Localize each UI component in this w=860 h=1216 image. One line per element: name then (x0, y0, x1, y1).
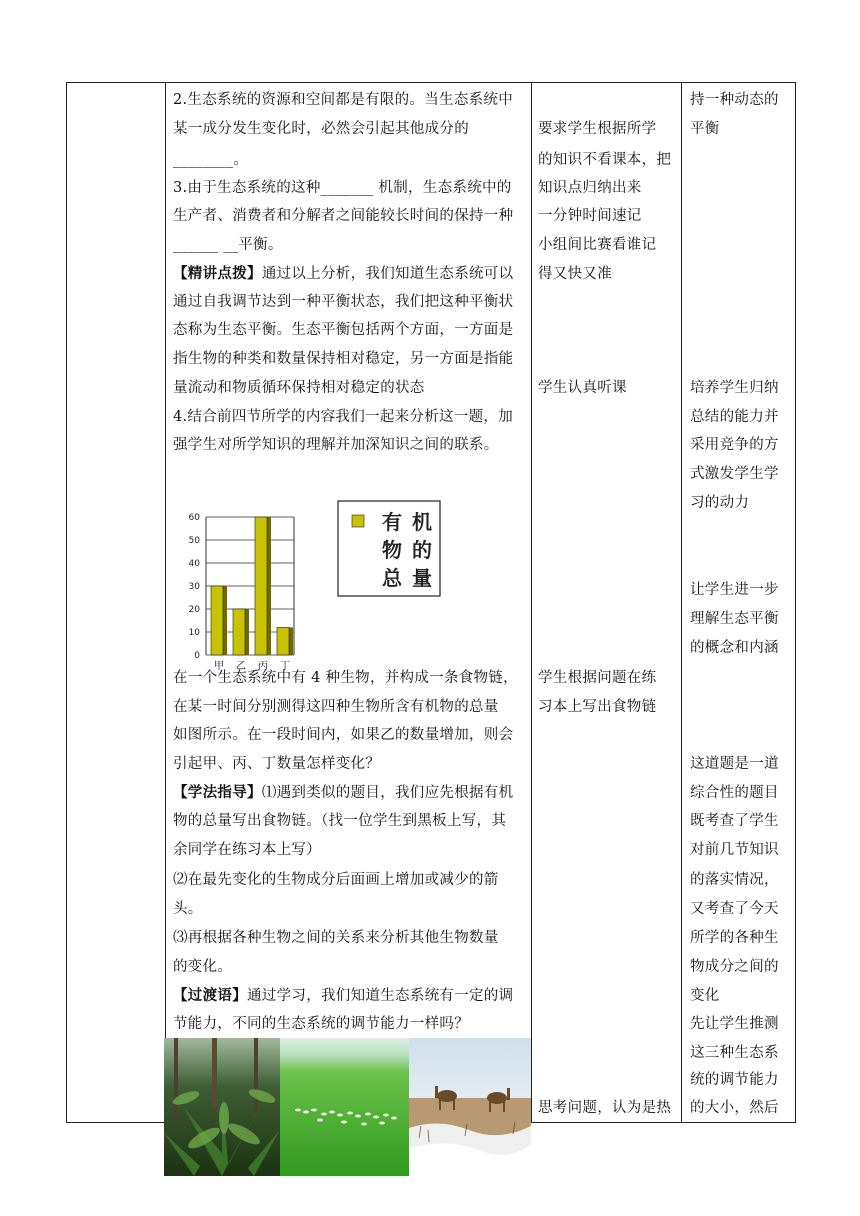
organic-matter-bar-chart (176, 495, 446, 675)
content-line (173, 984, 513, 1008)
y-tick-label: 30 (188, 582, 200, 592)
content-line: 生产者、消费者和分解者之间能较长时间的保持一种 (173, 208, 514, 224)
content-line (173, 781, 513, 805)
intent-line: 变化 (690, 988, 720, 1004)
activity-line: 知识点归纳出来 (538, 180, 642, 196)
intent-line: 持一种动态的 (690, 92, 779, 108)
intent-line: 的落实情况， (690, 872, 779, 888)
content-line: 3.由于生态系统的这种_______ 机制，生态系统中的 (173, 180, 512, 196)
content-line: ________。 (173, 152, 249, 168)
activity-line: 习本上写出食物链 (538, 699, 657, 715)
legend-label-char: 有 (382, 510, 402, 534)
activity-line: 要求学生根据所学 (538, 121, 657, 137)
legend-swatch (352, 515, 364, 527)
intent-line: 先让学生推测 (690, 1016, 779, 1032)
x-tick-label: 丁 (280, 661, 290, 672)
grassland-photo (280, 1038, 409, 1176)
content-line: 指生物的种类和数量保持相对稳定，另一方面是指能 (173, 351, 514, 367)
legend-label-char: 量 (412, 566, 432, 590)
forest-photo (164, 1038, 280, 1176)
bar (233, 609, 245, 655)
intent-line: 对前几节知识 (690, 842, 779, 858)
intent-line: 统的调节能力 (690, 1072, 779, 1088)
legend-label-char: 物 (382, 538, 402, 562)
content-line: 余同学在练习本上写） (173, 842, 321, 858)
intent-line: 所学的各种生 (690, 930, 779, 946)
intent-line: 总结的能力并 (690, 409, 779, 425)
col-divider-3 (681, 82, 682, 1123)
intent-line: 这道题是一道 (690, 756, 779, 772)
activity-line: 思考问题，认为是热 (538, 1100, 672, 1116)
content-line: 节能力，不同的生态系统的调节能力一样吗？ (173, 1016, 469, 1032)
activity-line: 学生认真听课 (538, 380, 627, 396)
x-tick-label: 丙 (258, 661, 268, 672)
intent-line: 的概念和内涵 (690, 640, 779, 656)
bar-shade (223, 586, 227, 655)
col-divider-1 (165, 82, 166, 1123)
content-line: 量流动和物质循环保持相对稳定的状态 (173, 380, 425, 396)
intent-line: 让学生进一步 (690, 582, 779, 598)
content-line: ⑵在最先变化的生物成分后面画上增加或减少的箭 (173, 872, 499, 888)
section-tag: 【过渡语】 (173, 987, 247, 1004)
table-right-border (795, 82, 796, 1123)
content-line: 4.结合前四节所学的内容我们一起来分析这一题，加 (173, 409, 514, 425)
content-line: 某一成分发生变化时，必然会引起其他成分的 (173, 121, 469, 137)
table-left-border (66, 82, 67, 1123)
intent-line: 物成分之间的 (690, 959, 779, 975)
activity-line: 小组间比赛看谁记 (538, 237, 657, 253)
content-line: 物的总量写出食物链。（找一位学生到黑板上写，其 (173, 813, 507, 829)
section-tag: 【精讲点拨】 (173, 265, 262, 282)
intent-line: 综合性的题目 (690, 785, 779, 801)
section-tag: 【学法指导】 (173, 784, 262, 801)
desert-photo (409, 1038, 531, 1176)
bar (211, 586, 223, 655)
content-line: 态称为生态平衡。生态平衡包括两个方面，一方面是 (173, 322, 514, 338)
content-line: 在一个生态系统中有 4 种生物，并构成一条食物链， (173, 670, 518, 686)
legend-label-char: 的 (412, 538, 432, 562)
activity-line: 的知识不看课本，把 (538, 152, 672, 168)
content-line: 通过自我调节达到一种平衡状态，我们把这种平衡状 (173, 294, 514, 310)
x-tick-label: 乙 (236, 661, 246, 672)
intent-line: 理解生态平衡 (690, 611, 779, 627)
legend-label-char: 机 (412, 510, 432, 534)
intent-line: 采用竞争的方 (690, 437, 779, 453)
y-tick-label: 40 (188, 559, 200, 569)
y-tick-label: 50 (188, 536, 200, 546)
intent-line: 又考查了今天 (690, 901, 779, 917)
content-line: 强学生对所学知识的理解并加深知识之间的联系。 (173, 437, 499, 453)
content-line: 在某一时间分别测得这四种生物所含有机物的总量 (173, 699, 499, 715)
y-tick-label: 60 (188, 513, 200, 523)
content-line: ⑶再根据各种生物之间的关系来分析其他生物数量 (173, 930, 499, 946)
content-line: ______ __平衡。 (173, 237, 283, 253)
content-line: 2.生态系统的资源和空间都是有限的。当生态系统中 (173, 92, 514, 108)
bar-shade (289, 627, 293, 655)
content-line (173, 262, 513, 286)
y-tick-label: 10 (188, 628, 200, 638)
content-text: 通过学习，我们知道生态系统有一定的调 (247, 988, 514, 1004)
intent-line: 的大小，然后 (690, 1100, 779, 1116)
intent-line: 习的动力 (690, 495, 750, 511)
content-text: ⑴遇到类似的题目，我们应先根据有机 (261, 785, 514, 801)
x-tick-label: 甲 (214, 661, 224, 672)
content-text: 通过以上分析，我们知道生态系统可以 (261, 266, 514, 282)
content-line: 引起甲、丙、丁数量怎样变化？ (173, 756, 381, 772)
bar (277, 627, 289, 655)
bar (255, 517, 267, 655)
y-tick-label: 20 (188, 605, 200, 615)
content-line: 的变化。 (173, 959, 233, 975)
y-tick-label: 0 (194, 651, 200, 661)
activity-line: 一分钟时间速记 (538, 208, 642, 224)
intent-line: 式激发学生学 (690, 466, 779, 482)
content-line: 头。 (173, 901, 203, 917)
intent-line: 这三种生态系 (690, 1045, 779, 1061)
content-line: 如图所示。在一段时间内，如果乙的数量增加，则会 (173, 727, 514, 743)
activity-line: 学生根据问题在练 (538, 670, 657, 686)
bar-shade (267, 517, 271, 655)
activity-line: 得又快又准 (538, 266, 612, 282)
legend-label-char: 总 (382, 566, 402, 590)
col-divider-2 (531, 82, 532, 1123)
intent-line: 培养学生归纳 (690, 380, 779, 396)
intent-line: 既考查了学生 (690, 813, 779, 829)
table-top-border (66, 82, 796, 83)
intent-line: 平衡 (690, 121, 720, 137)
bar-shade (245, 609, 249, 655)
